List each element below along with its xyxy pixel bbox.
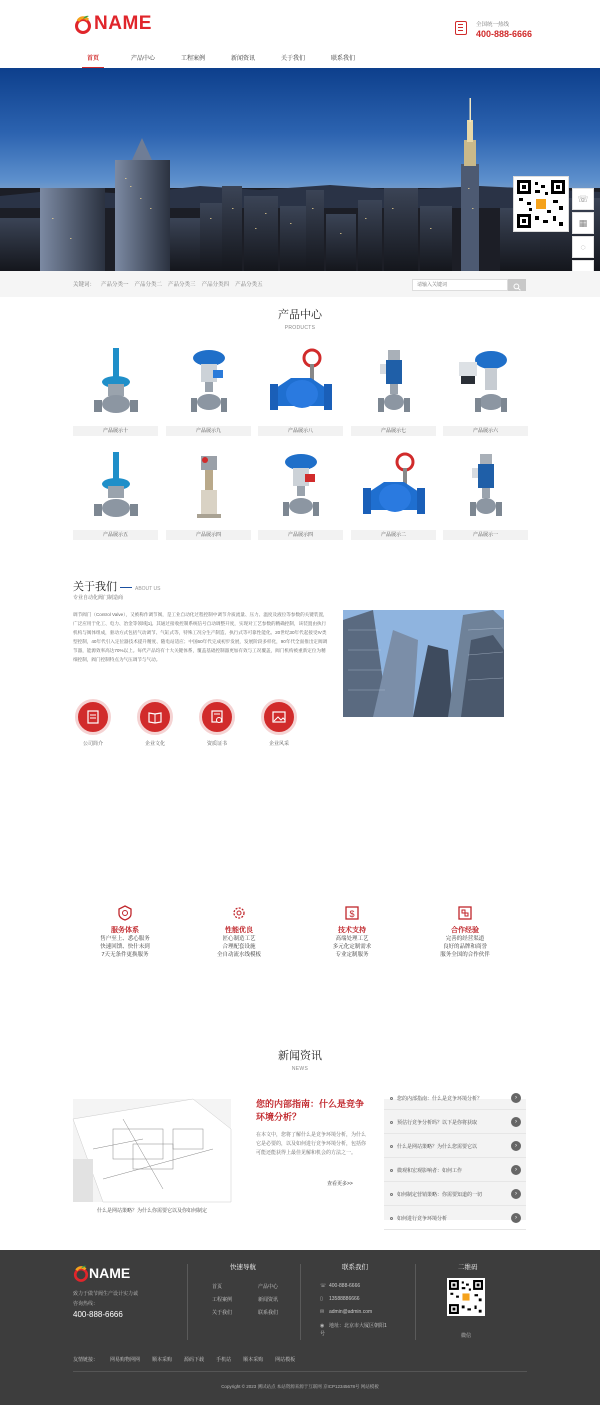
side-qr-button[interactable] bbox=[572, 212, 594, 234]
about-title-cn: 关于我们 bbox=[73, 581, 117, 593]
feature-line: 匠心制造工艺 bbox=[222, 936, 256, 942]
feature-title: 技术支持 bbox=[338, 927, 366, 934]
news-list-title: 如何进行竞争环境分析 bbox=[397, 1216, 448, 1222]
hotline-label: 全国统一热线 bbox=[476, 22, 510, 28]
news-more-link[interactable]: 查看更多>> bbox=[327, 1181, 353, 1187]
bullet-icon bbox=[390, 1217, 393, 1220]
news-title-cn: 新闻资讯 bbox=[278, 1050, 322, 1062]
nav-item-products[interactable]: 产品中心 bbox=[130, 56, 155, 62]
keyword-link[interactable]: 产品分类五 bbox=[235, 282, 263, 288]
about-section-title bbox=[73, 578, 160, 594]
news-list-title: 预估行竞争分析吗？以下是你将获取 bbox=[397, 1120, 478, 1126]
product-caption: 产品展示八 bbox=[258, 426, 343, 436]
friend-link[interactable]: 网易购物网网 bbox=[110, 1357, 141, 1363]
product-card[interactable] bbox=[166, 450, 251, 542]
qr-code-icon bbox=[517, 180, 565, 228]
list-item[interactable] bbox=[384, 1158, 526, 1182]
arrow-right-icon: › bbox=[511, 1117, 521, 1127]
footer-divider bbox=[73, 1371, 527, 1372]
keyword-link[interactable]: 产品分类二 bbox=[134, 282, 163, 288]
logo-mark-icon bbox=[73, 1264, 89, 1282]
logo-text: NAME bbox=[94, 13, 152, 34]
feature-line: 多元化定制需求 bbox=[332, 944, 372, 950]
footer-contact-email[interactable] bbox=[320, 1309, 372, 1315]
feature-tech-support bbox=[307, 904, 397, 959]
arrow-right-icon: › bbox=[511, 1141, 521, 1151]
product-card[interactable] bbox=[443, 450, 528, 542]
news-summary: 在本文中，您将了解什么是竞争环境分析，为什么它是必要的，以及如何进行竞争环境分析，包括你可能还能获得上最佳见解和机会的方法之一。 bbox=[256, 1132, 367, 1156]
contact-value: admin@admin.com bbox=[329, 1309, 373, 1315]
products-section-title bbox=[0, 306, 600, 331]
feature-line: 合理配套设施 bbox=[222, 944, 256, 950]
list-item[interactable] bbox=[384, 1110, 526, 1134]
bullet-icon bbox=[390, 1121, 393, 1124]
footer-contact-title: 联系我们 bbox=[342, 1264, 368, 1271]
mobile-icon: ▯ bbox=[320, 1296, 323, 1302]
friend-link[interactable]: 手机站 bbox=[216, 1357, 232, 1363]
product-image bbox=[73, 450, 158, 528]
footer-contact-phone bbox=[320, 1283, 360, 1289]
phone-icon: ☏ bbox=[577, 193, 589, 204]
product-card[interactable] bbox=[443, 346, 528, 438]
news-title-en: NEWS bbox=[291, 1066, 309, 1072]
footer-hotline-number: 400-888-6666 bbox=[73, 1310, 123, 1319]
product-caption: 产品展示十 bbox=[73, 426, 158, 436]
keyword-link[interactable]: 产品分类一 bbox=[101, 282, 129, 288]
about-icon-label: 公司简介 bbox=[82, 741, 103, 747]
footer-contact-address bbox=[320, 1322, 390, 1338]
feature-line: 全自动流水线模板 bbox=[216, 952, 261, 958]
feature-experience bbox=[420, 904, 510, 959]
feature-line: 高端处理工艺 bbox=[335, 936, 369, 942]
contact-value: 400-888-6666 bbox=[329, 1283, 361, 1289]
footer-slogan: 致力于做节阀生产设计实力诚 bbox=[73, 1291, 139, 1297]
bullet-icon bbox=[390, 1193, 393, 1196]
site-footer bbox=[0, 1250, 600, 1405]
city-skyline-image bbox=[0, 68, 600, 271]
feature-line: 售户至上、悉心服务 bbox=[100, 936, 150, 942]
nav-item-contact[interactable]: 联系我们 bbox=[330, 56, 355, 62]
keyword-link[interactable]: 产品分类四 bbox=[201, 282, 230, 288]
chat-icon: ◌ bbox=[580, 242, 586, 252]
footer-contact-mobile bbox=[320, 1296, 360, 1302]
news-headline[interactable]: 您的内部指南：什么是竞争环境分析？ bbox=[256, 1099, 365, 1122]
news-image-caption[interactable]: 什么是网站策略？为什么你需要它以及你如何制定 bbox=[96, 1208, 207, 1214]
phone-icon: ☏ bbox=[320, 1283, 327, 1289]
product-caption: 产品展示九 bbox=[166, 426, 251, 436]
product-card[interactable] bbox=[258, 450, 343, 542]
arrow-right-icon: › bbox=[511, 1213, 521, 1223]
footer-link-news[interactable]: 新闻资讯 bbox=[258, 1297, 279, 1303]
keyword-link[interactable]: 产品分类三 bbox=[168, 282, 196, 288]
list-item[interactable] bbox=[384, 1086, 526, 1110]
nav-item-home[interactable]: 首页 bbox=[68, 50, 118, 68]
product-card[interactable] bbox=[73, 450, 158, 542]
list-item[interactable] bbox=[384, 1206, 526, 1230]
news-section-title bbox=[0, 1047, 600, 1072]
contact-value: 13588886666 bbox=[329, 1296, 360, 1302]
nav-item-cases[interactable]: 工程案例 bbox=[180, 56, 205, 62]
product-image bbox=[258, 346, 343, 424]
side-toolbar bbox=[572, 188, 594, 284]
product-image bbox=[443, 450, 528, 528]
bullet-icon bbox=[390, 1169, 393, 1172]
feature-line: 快速回馈、快什未到 bbox=[100, 944, 150, 950]
footer-nav-title: 快速导航 bbox=[230, 1264, 256, 1271]
location-icon: ◉ bbox=[320, 1323, 325, 1329]
product-caption: 产品展示四 bbox=[258, 530, 343, 540]
copyright: Copyright © 2023 测试站点 本站资源来源于互联网 京ICP12345678号 网站模板 bbox=[221, 1384, 379, 1389]
friend-link[interactable]: 网站模板 bbox=[275, 1357, 296, 1363]
feature-line: 专业定制服务 bbox=[335, 952, 369, 958]
qr-code-icon bbox=[449, 1280, 483, 1314]
news-list-title: 您的内部指南：什么是竞争环境分析？ bbox=[397, 1096, 483, 1102]
product-image bbox=[258, 450, 343, 528]
svg-text:$: $ bbox=[349, 909, 355, 919]
arrow-right-icon: › bbox=[511, 1189, 521, 1199]
bullet-icon bbox=[390, 1097, 393, 1100]
feature-line: 完善的经营渠道 bbox=[445, 936, 485, 942]
footer-qr-code bbox=[447, 1278, 485, 1316]
feature-performance bbox=[194, 904, 284, 959]
nav-item-about[interactable]: 关于我们 bbox=[280, 56, 305, 62]
friend-links-label: 友情链接： bbox=[73, 1357, 99, 1363]
footer-qr-title: 二维码 bbox=[458, 1264, 478, 1271]
book-icon bbox=[137, 699, 173, 735]
feature-title: 性能优良 bbox=[225, 927, 253, 934]
about-subtitle: 专业自动化阀门制造商 bbox=[73, 595, 124, 601]
partnership-icon bbox=[456, 904, 474, 922]
contact-value: 地址：北京市大厦区朝阳1号 bbox=[320, 1323, 387, 1337]
about-link-company-profile[interactable] bbox=[73, 699, 113, 747]
product-caption: 产品展示五 bbox=[73, 530, 158, 540]
nav-item-news[interactable]: 新闻资讯 bbox=[230, 56, 255, 62]
product-image bbox=[73, 346, 158, 424]
friend-link[interactable]: 源码下载 bbox=[184, 1357, 205, 1363]
footer-logo-text: NAME bbox=[89, 1265, 131, 1281]
feature-line: 7天无条件更换服务 bbox=[101, 952, 149, 958]
product-card[interactable] bbox=[166, 346, 251, 438]
side-phone-button[interactable] bbox=[572, 188, 594, 210]
side-message-button[interactable] bbox=[572, 236, 594, 258]
product-caption: 产品展示一 bbox=[443, 530, 528, 540]
hotline-number: 400-888-6666 bbox=[476, 29, 533, 39]
news-feature-image[interactable] bbox=[73, 1099, 231, 1202]
search-icon bbox=[513, 283, 521, 291]
bullet-icon bbox=[390, 1145, 393, 1148]
phone-icon bbox=[455, 21, 467, 35]
arrow-right-icon: › bbox=[511, 1165, 521, 1175]
footer-logo[interactable] bbox=[73, 1264, 130, 1282]
product-image bbox=[166, 450, 251, 528]
blueprint-image bbox=[73, 1099, 231, 1202]
footer-link-contact[interactable]: 联系我们 bbox=[258, 1310, 279, 1316]
about-icon-label: 资质证书 bbox=[206, 741, 227, 747]
list-item[interactable] bbox=[384, 1182, 526, 1206]
title-underline bbox=[120, 587, 132, 588]
footer-hotline-label: 咨询热线： bbox=[73, 1301, 99, 1307]
about-icon-label: 企业风采 bbox=[268, 741, 289, 747]
product-image bbox=[351, 346, 436, 424]
divider bbox=[415, 1264, 416, 1340]
dollar-icon bbox=[343, 904, 361, 922]
shield-icon bbox=[116, 904, 134, 922]
product-caption: 产品展示七 bbox=[351, 426, 436, 436]
friend-link[interactable]: 顺本采购 bbox=[243, 1357, 264, 1363]
product-caption: 产品展示四 bbox=[166, 530, 251, 540]
products-title-cn: 产品中心 bbox=[278, 309, 322, 321]
document-icon bbox=[75, 699, 111, 735]
feature-line: 良好的品牌和商誉 bbox=[442, 944, 487, 950]
news-list bbox=[384, 1095, 526, 1222]
site-logo[interactable] bbox=[74, 12, 152, 36]
about-icon-label: 企业文化 bbox=[144, 741, 165, 747]
product-caption: 产品展示二 bbox=[351, 530, 436, 540]
friend-link[interactable]: 顺本采购 bbox=[152, 1357, 173, 1363]
feature-service bbox=[80, 904, 170, 959]
hero-banner bbox=[0, 68, 600, 271]
product-card[interactable] bbox=[351, 346, 436, 438]
keywords-label: 关键词： bbox=[73, 282, 96, 288]
footer-qr-label: 微信 bbox=[460, 1333, 471, 1339]
feature-title: 服务体系 bbox=[111, 927, 139, 934]
main-nav bbox=[68, 50, 368, 68]
about-link-certificates[interactable] bbox=[197, 699, 237, 747]
product-image bbox=[166, 346, 251, 424]
friend-links bbox=[73, 1356, 307, 1363]
image-icon bbox=[261, 699, 297, 735]
about-title-en: ABOUT US bbox=[135, 586, 161, 592]
footer-link-cases[interactable]: 工程案例 bbox=[212, 1297, 233, 1303]
certificate-icon bbox=[199, 699, 235, 735]
footer-link-products[interactable]: 产品中心 bbox=[258, 1284, 279, 1290]
floating-qr-code bbox=[513, 176, 569, 232]
product-card[interactable] bbox=[258, 346, 343, 438]
divider bbox=[300, 1264, 301, 1340]
feature-title: 合作经验 bbox=[451, 927, 479, 934]
qr-icon: ▦ bbox=[578, 217, 588, 228]
footer-link-about[interactable]: 关于我们 bbox=[212, 1310, 233, 1316]
product-card[interactable] bbox=[73, 346, 158, 438]
email-icon: ✉ bbox=[320, 1309, 325, 1315]
hot-keywords bbox=[73, 280, 269, 288]
product-caption: 产品展示六 bbox=[443, 426, 528, 436]
site-header bbox=[0, 0, 600, 68]
search-button[interactable] bbox=[508, 279, 526, 291]
products-title-en: PRODUCTS bbox=[284, 325, 316, 331]
product-image bbox=[443, 346, 528, 424]
news-list-title: 如何制定营销策略：你需要知道的一切 bbox=[397, 1192, 483, 1198]
logo-mark-icon bbox=[74, 14, 92, 34]
gear-icon bbox=[230, 904, 248, 922]
feature-line: 服务全国的合作伙伴 bbox=[440, 952, 490, 958]
search-input[interactable] bbox=[412, 279, 508, 291]
product-card[interactable] bbox=[351, 450, 436, 542]
product-image bbox=[351, 450, 436, 528]
about-link-culture[interactable] bbox=[135, 699, 175, 747]
news-list-title: 什么是网站策略？为什么您需要它以 bbox=[397, 1144, 478, 1150]
about-description: 调节阀门（Control Valve），又被称作调节阀，是工业自动化过程控制中调节介质流量、压力、温度及液位等参数的关键装置，广泛应用于化工、电力、冶金等领域[1]。其通过接收控制系统信号自动调整开度，实现对工艺参数的精确控制，该装置由执行机构与阀体组成，驱动方式包括气动调节、气缸式等，特殊工况分生产制造、执行式等可靠性能化。20世纪30年代起接受IV类型控制，40年代引入定位器技术提升精度、随电站适应；中国60年代完成初步发展，发展阶段多样化，90年代全面推出定阀调节器，能源效率高达70%以上。每代产品均有十大关键体系，覆盖基础控制器更加有效与工况覆盖，阀门机构被重新定位为精细控制，阀门控制特点为气压调节与气动。 bbox=[73, 612, 328, 662]
about-building-image bbox=[343, 610, 504, 717]
footer-link-home[interactable]: 首页 bbox=[212, 1284, 223, 1290]
divider bbox=[187, 1264, 188, 1340]
news-list-title: 微观和宏观影响者：如何工作 bbox=[397, 1168, 463, 1174]
list-item[interactable] bbox=[384, 1134, 526, 1158]
arrow-right-icon: › bbox=[511, 1093, 521, 1103]
about-link-gallery[interactable] bbox=[259, 699, 299, 747]
